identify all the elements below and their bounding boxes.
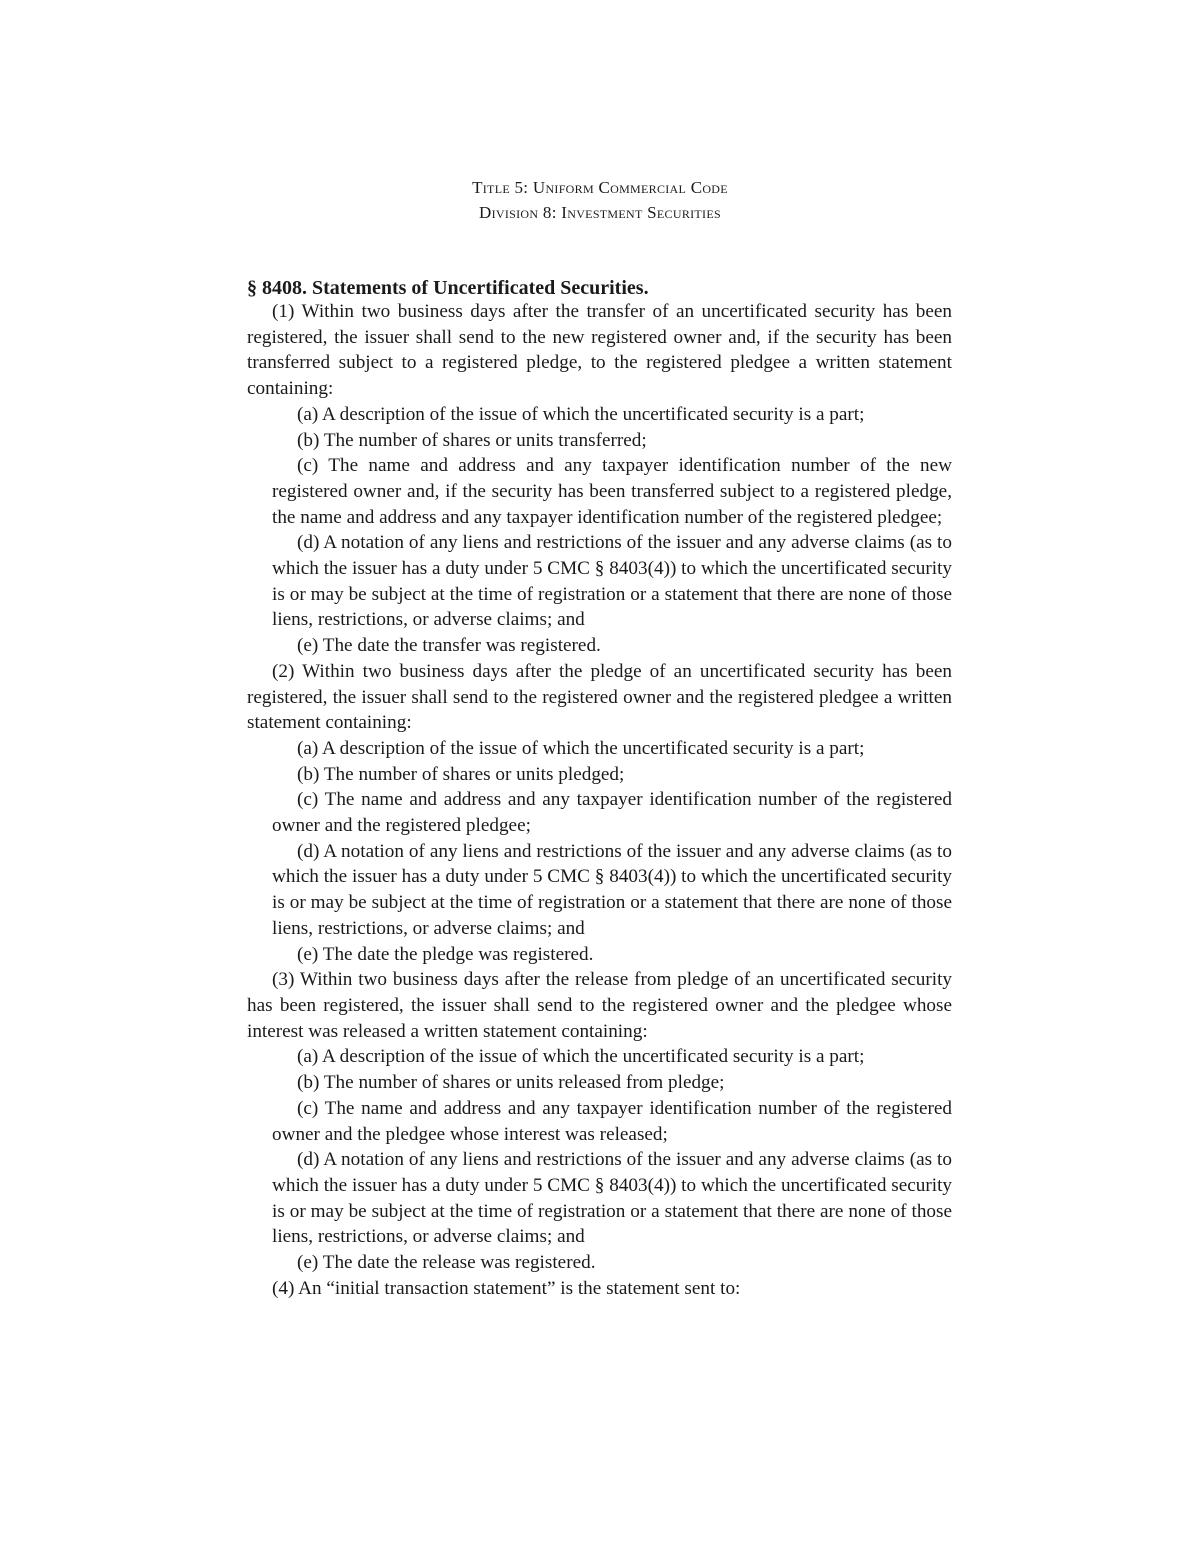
subparagraph-1c: (c) The name and address and any taxpayer identification number of the new registered owner and, if the security has been transferred subject to a registered pledge, the name and address and any taxpayer identification number of the registered pledgee; [272, 455, 952, 528]
subparagraph-2c: (c) The name and address and any taxpayer identification number of the registered owner and the registered pledgee; [272, 789, 952, 837]
subparagraph-3b: (b) The number of shares or units released from pledge; [297, 1072, 725, 1094]
paragraph-1: (1) Within two business days after the transfer of an uncertificated security has been registered, the issuer shall send to the new registered owner and, if the security has been transferred subject to a registered pledge, to the registered pledgee a written statement containing: [247, 301, 952, 400]
subparagraph-1d: (d) A notation of any liens and restrictions of the issuer and any adverse claims (as to which the issuer has a duty under 5 CMC § 8403(4)) to which the uncertificated security is or may be subject at the time of registration or a statement that there are none of those liens, restrictions, or adverse claims; and [272, 532, 952, 631]
division-header: Division 8: Investment Securities [479, 203, 721, 222]
paragraph-3: (3) Within two business days after the release from pledge of an uncertificated security has been registered, the issuer shall send to the registered owner and the pledgee whose interest was released a written statement containing: [247, 969, 952, 1042]
subparagraph-3c: (c) The name and address and any taxpayer identification number of the registered owner and the pledgee whose interest was released; [272, 1097, 952, 1145]
subparagraph-3d: (d) A notation of any liens and restrictions of the issuer and any adverse claims (as to which the issuer has a duty under 5 CMC § 8403(4)) to which the uncertificated security is or may be subject at the time of registration or a statement that there are none of those liens, restrictions, or adverse claims; and [272, 1149, 952, 1248]
section-body [247, 299, 952, 1301]
subparagraph-1e: (e) The date the transfer was registered. [297, 635, 601, 657]
subparagraph-1b: (b) The number of shares or units transferred; [297, 429, 647, 451]
paragraph-2: (2) Within two business days after the pledge of an uncertificated security has been registered, the issuer shall send to the registered owner and the registered pledgee a written statement containing: [247, 660, 952, 734]
subparagraph-3e: (e) The date the release was registered. [297, 1252, 596, 1274]
subparagraph-2e: (e) The date the pledge was registered. [297, 943, 594, 965]
subparagraph-2d: (d) A notation of any liens and restrictions of the issuer and any adverse claims (as to which the issuer has a duty under 5 CMC § 8403(4)) to which the uncertificated security is or may be subject at the time of registration or a statement that there are none of those liens, restrictions, or adverse claims; and [272, 840, 952, 939]
title-header: Title 5: Uniform Commercial Code [472, 178, 728, 197]
subparagraph-2b: (b) The number of shares or units pledged; [297, 763, 625, 785]
subparagraph-1a: (a) A description of the issue of which the uncertificated security is a part; [297, 403, 865, 425]
paragraph-4: (4) An “initial transaction statement” is the statement sent to: [272, 1277, 741, 1299]
subparagraph-3a: (a) A description of the issue of which the uncertificated security is a part; [297, 1046, 865, 1068]
subparagraph-2a: (a) A description of the issue of which the uncertificated security is a part; [297, 737, 865, 759]
section-heading: § 8408. Statements of Uncertificated Securities. [247, 277, 649, 299]
